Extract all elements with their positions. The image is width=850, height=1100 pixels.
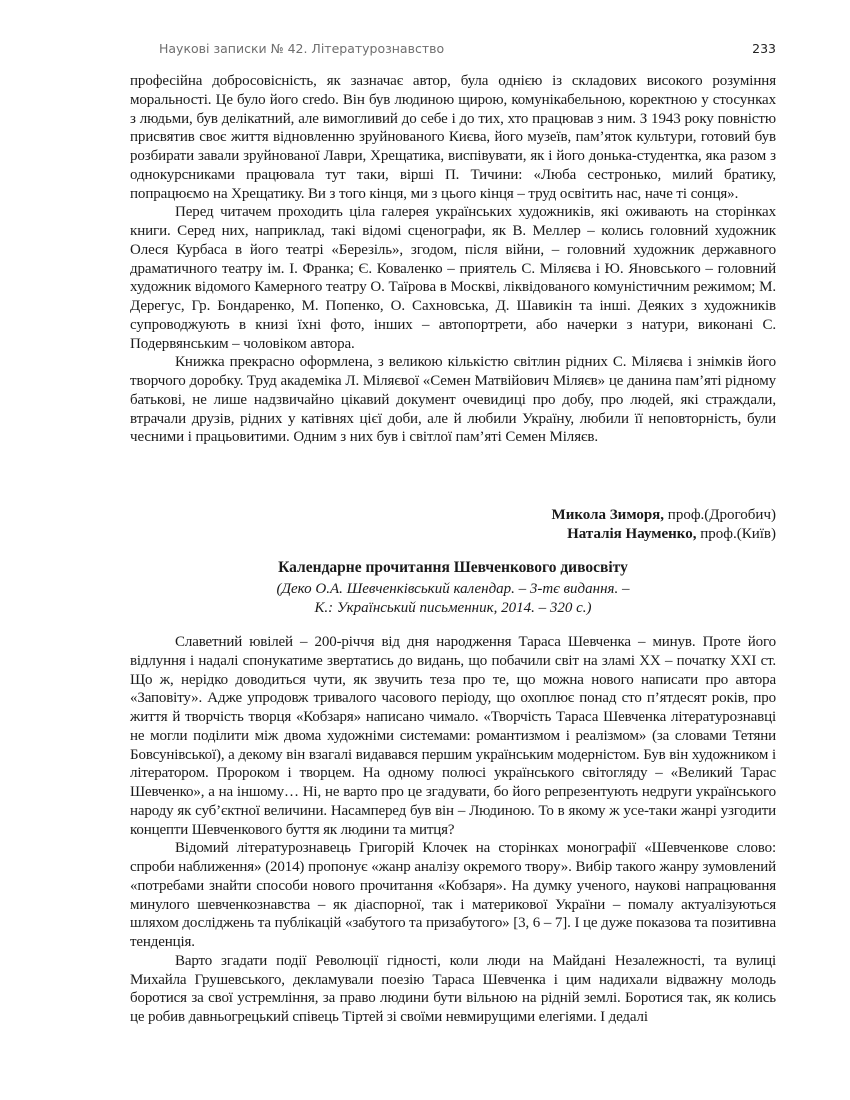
running-header [159,41,776,59]
paragraph: Перед читачем проходить ціла галерея українських художників, які оживають на сторінках книги. Серед них, наприклад, такі відомі сценографи, як В. Меллер – колись головний художник Олеся Курбаса в його театрі «Березіль», згодом, після війни, – головний художник державного драматичного театру ім. І. Франка; Є. Коваленко – приятель С. Міляєва і Ю. Яновського – головний художник відомого Камерного театру О. Таїрова в Москві, ліквідованого комуністичним режимом; М. Дерегус, Гр. Бондаренко, М. Попенко, О. Сахновська, Д. Шавикін та інші. Деяких з художників супроводжують в книзі їхні фото, інших – автопортрети, або начерки з натури, виконані С. Подервянським – чоловіком автора. [130,204,776,352]
journal-title: Наукові записки № 42. Літературознавство [159,41,445,56]
previous-review-text [130,72,776,447]
author-name: Микола Зиморя, [551,507,665,523]
author-name: Наталія Науменко, [567,526,697,542]
review-source [130,580,776,618]
review-text [130,633,776,1027]
source-line: К.: Український письменник, 2014. – 320 с.) [314,600,592,616]
review-title: Календарне прочитання Шевченкового дивосвіту [278,559,628,576]
review-authors [130,506,776,544]
paragraph: Відомий літературознавець Григорій Клочек на сторінках монографії «Шевченкове слово: спроби наближення» (2014) пропонує «жанр аналізу окремого твору». Вибір такого жанру зумовлений «потребами знайти способи нового прочитання «Кобзаря». На думку ученого, наукові напрацювання минулого шевченкознавства – як діаспорної, так і материкової України – помалу актуалізуються шляхом досліджень та публікацій «забутого та призабутого» [3, 6 – 7]. І це дуже показова та позитивна тенденція. [130,840,776,950]
paragraph: Славетний ювілей – 200-річчя від дня народження Тараса Шевченка – минув. Проте його відлуння і надалі спонукатиме звертатись до видань, що побачили світ на зламі ХХ – початку ХХІ ст. Що ж, нерідко доводиться чути, як звучить теза про те, що можна нового написати про автора «Заповіту». Адже упродовж тривалого часового періоду, що охоплює понад сто п’ятдесят років, про життя й творчість творця «Кобзаря» написано чимало. «Творчість Тараса Шевченка літературознавці не могли поділити між двома художніми системами: романтизмом і реалізмом» (за словами Тетяни Бовсунівської), а декому він взагалі видавався першим українським модерністом. Був він художником і літератором. Пророком і творцем. На одному полюсі українського світогляду – «Великий Тарас Шевченко», а на іншому… Ні, не варто про це згадувати, бо його репрезентують недруги українського народу як суб’єктної величини. Насамперед був він – Людиною. То в якому ж усе-таки жанрі узгодити концепти Шевченкового буття як людини та митця? [130,634,776,838]
paragraph: Книжка прекрасно оформлена, з великою кількістю світлин рідних С. Міляєва і знімків його творчого доробку. Труд академіка Л. Міляєвої «Семен Матвійович Міляєв» це данина пам’яті рідному батькові, не лише надзвичайно цікавий документ очевидиці про добу, про людей, які страждали, втрачали друзів, рідних у катівнях цієї доби, але й любили Україну, любили її неповторність, були чесними і працьовитими. Одним з них був і світлої пам’яті Семен Міляєв. [130,354,776,446]
author-affiliation: проф.(Дрогобич) [664,507,776,523]
paragraph: Варто згадати події Революції гідності, коли люди на Майдані Незалежності, та вулиці Михайла Грушевського, декламували поезію Тараса Шевченка і цим надихали відважну молодь боротися за свої устремління, за право людини бути вільною на рідній землі. Боротися так, як колись це робив давньогрецький співець Тіртей зі своїми невмирущими елегіями. І дедалі [130,952,776,1025]
author-affiliation: проф.(Київ) [696,526,776,542]
page-number: 233 [752,41,776,56]
author-line [130,506,776,525]
paragraph: професійна добросовісність, як зазначає автор, була однією із складових високого розуміння моральності. Це було його credo. Він був людиною щирою, комунікабельною, коректною у стосунках з людьми, був делікатний, але вимогливий до себе і до тих, хто працював з ним. З 1943 року повністю присвятив своє життя відновленню зруйнованого Києва, його музеїв, пам’яток культури, готовий був розбирати завали зруйнованої Лаври, Хрещатика, виспівувати, як і його донька-студентка, яка разом з однокурсниками працювала тут таки, вірші П. Тичини: «Люба сестронько, милий братику, попрацюємо на Хрещатику. Ви з того кінця, ми з цього кінця – труд освітить нас, наче ті сонця». [130,73,776,202]
author-line [130,525,776,544]
source-line: (Деко О.А. Шевченківський календар. – 3-тє видання. – [276,581,630,597]
